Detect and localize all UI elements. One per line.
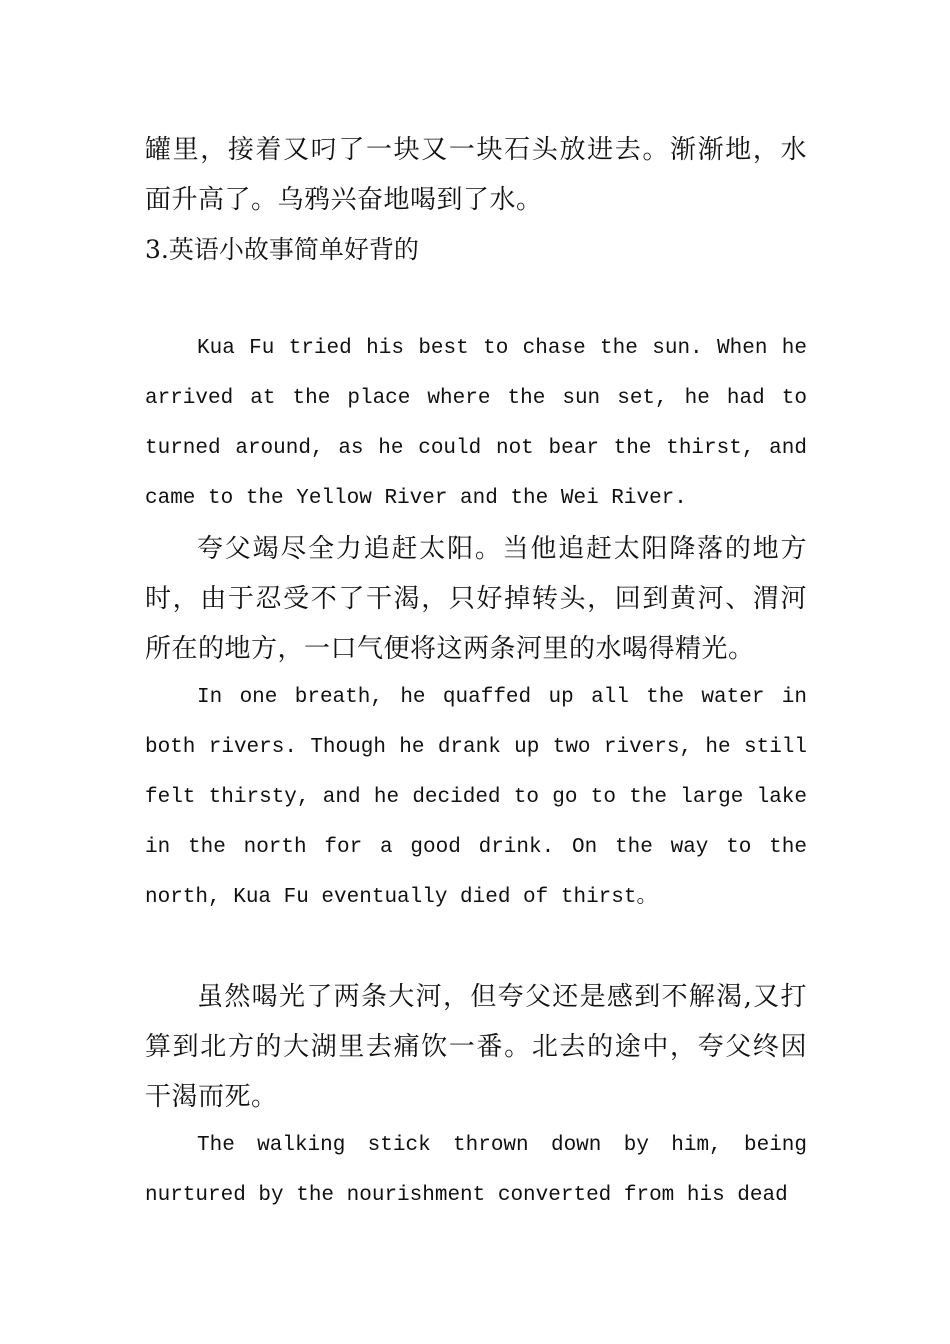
section-heading: 3.英语小故事简单好背的 (145, 235, 419, 264)
kuafu-english-paragraph-1: Kua Fu tried his best to chase the sun. When he arrived at the place where the sun set, he had to turned around, as he could not bear the thirst, and came to the Yellow River and the Wei River. (145, 337, 807, 510)
kuafu-english-paragraph-2: In one breath, he quaffed up all the water in both rivers. Though he drank up two rivers, he still felt thirsty, and he decided to go to the large lake in the north for a good drink. On the way to the north, Kua Fu eventually died of thirst。 (145, 686, 807, 909)
kuafu-chinese-paragraph-2: 虽然喝光了两条大河，但夸父还是感到不解渴,又打算到北方的大湖里去痛饮一番。北去的途中，夸父终因干渴而死。 (145, 982, 807, 1112)
kuafu-english-paragraph-3: The walking stick thrown down by him, being nurtured by the nourishment converted from his dead (145, 1134, 807, 1207)
kuafu-chinese-paragraph-1: 夸父竭尽全力追赶太阳。当他追赶太阳降落的地方时，由于忍受不了干渴，只好掉转头，回到黄河、渭河所在的地方，一口气便将这两条河里的水喝得精光。 (145, 534, 807, 664)
crow-story-ending: 罐里，接着又叼了一块又一块石头放进去。渐渐地，水面升高了。乌鸦兴奋地喝到了水。 (145, 135, 807, 215)
